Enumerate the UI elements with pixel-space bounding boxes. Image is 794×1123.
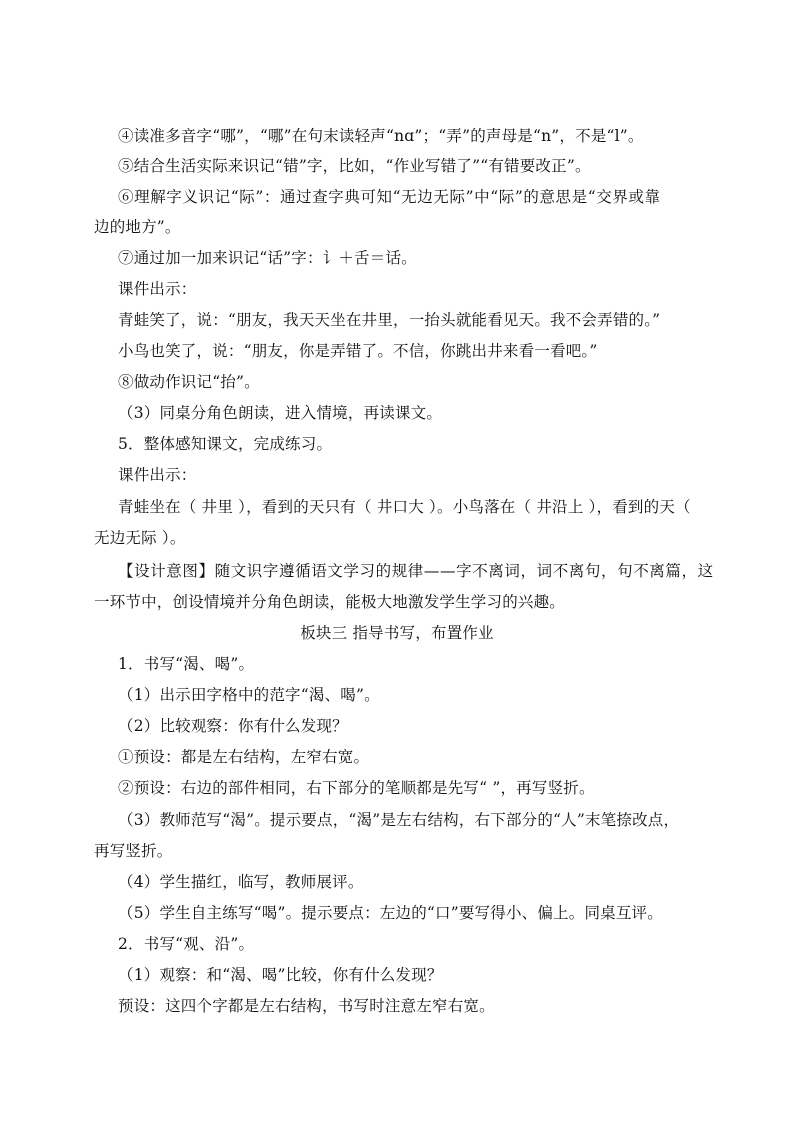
- exercise-line: 青蛙坐在（ 井里 ），看到的天只有（ 井口大 ）。小鸟落在（ 井沿上 ），看到的天（: [118, 498, 691, 516]
- paragraph-line: ④读准多音字“哪”，“哪”在句末读轻声“nɑ”；“弄”的声母是“n”，不是“l”。: [118, 127, 644, 145]
- quote-line: 小鸟也笑了，说：“朋友，你是弄错了。不信，你跳出井来看一看吧。”: [118, 342, 598, 360]
- paragraph-line: （4）学生描红，临写，教师展评。: [118, 873, 364, 891]
- paragraph-line: ⑤结合生活实际来识记“错”字，比如，“作业写错了”“有错要改正”。: [118, 157, 591, 175]
- paragraph-line: （2）比较观察：你有什么发现？: [118, 717, 348, 735]
- paragraph-line: （1）观察：和“渴、喝”比较，你有什么发现？: [118, 966, 443, 984]
- quote-line: 青蛙笑了，说：“朋友，我天天坐在井里，一抬头就能看见天。我不会弄错的。”: [118, 311, 661, 329]
- paragraph-line: 课件出示：: [118, 280, 197, 298]
- paragraph-line: ①预设：都是左右结构，左窄右宽。: [118, 748, 370, 766]
- paragraph-line: （3）同桌分角色朗读，进入情境，再读课文。: [118, 404, 443, 422]
- paragraph-line: （5）学生自主练写“喝”。提示要点：左边的“口”要写得小、偏上。同桌互评。: [118, 904, 663, 922]
- design-intent-line: 一环节中，创设情境并分角色朗读，能极大地激发学生学习的兴趣。: [94, 593, 566, 611]
- section-heading: 板块三 指导书写，布置作业: [300, 624, 494, 642]
- paragraph-line: （3）教师范写“渴”。提示要点，“渴”是左右结构，右下部分的“人”末笔捺改点，: [118, 811, 680, 829]
- paragraph-line: 课件出示：: [118, 466, 197, 484]
- paragraph-line: ⑥理解字义识记“际”：通过查字典可知“无边无际”中“际”的意思是“交界或靠: [118, 188, 661, 206]
- paragraph-line: 1．书写“渴、喝”。: [118, 655, 255, 673]
- paragraph-line: ⑧做动作识记“抬”。: [118, 373, 260, 391]
- design-intent-line: 【设计意图】随文识字遵循语文学习的规律——字不离词，词不离句，句不离篇，这: [118, 562, 714, 580]
- paragraph-line: 预设：这四个字都是左右结构，书写时注意左窄右宽。: [118, 997, 495, 1015]
- paragraph-line: ②预设：右边的部件相同，右下部分的笔顺都是先写“ ”，再写竖折。: [118, 779, 595, 797]
- paragraph-line: 再写竖折。: [94, 842, 173, 860]
- exercise-line: 无边无际 ）。: [94, 529, 186, 547]
- paragraph-line: 5．整体感知课文，完成练习。: [118, 435, 333, 453]
- paragraph-line: 2．书写“观、沿”。: [118, 935, 255, 953]
- paragraph-line: （1）出示田字格中的范字“渴、喝”。: [118, 686, 380, 704]
- paragraph-line: ⑦通过加一加来识记“话”字：讠＋舌＝话。: [118, 249, 417, 267]
- paragraph-line: 边的地方”。: [94, 218, 181, 236]
